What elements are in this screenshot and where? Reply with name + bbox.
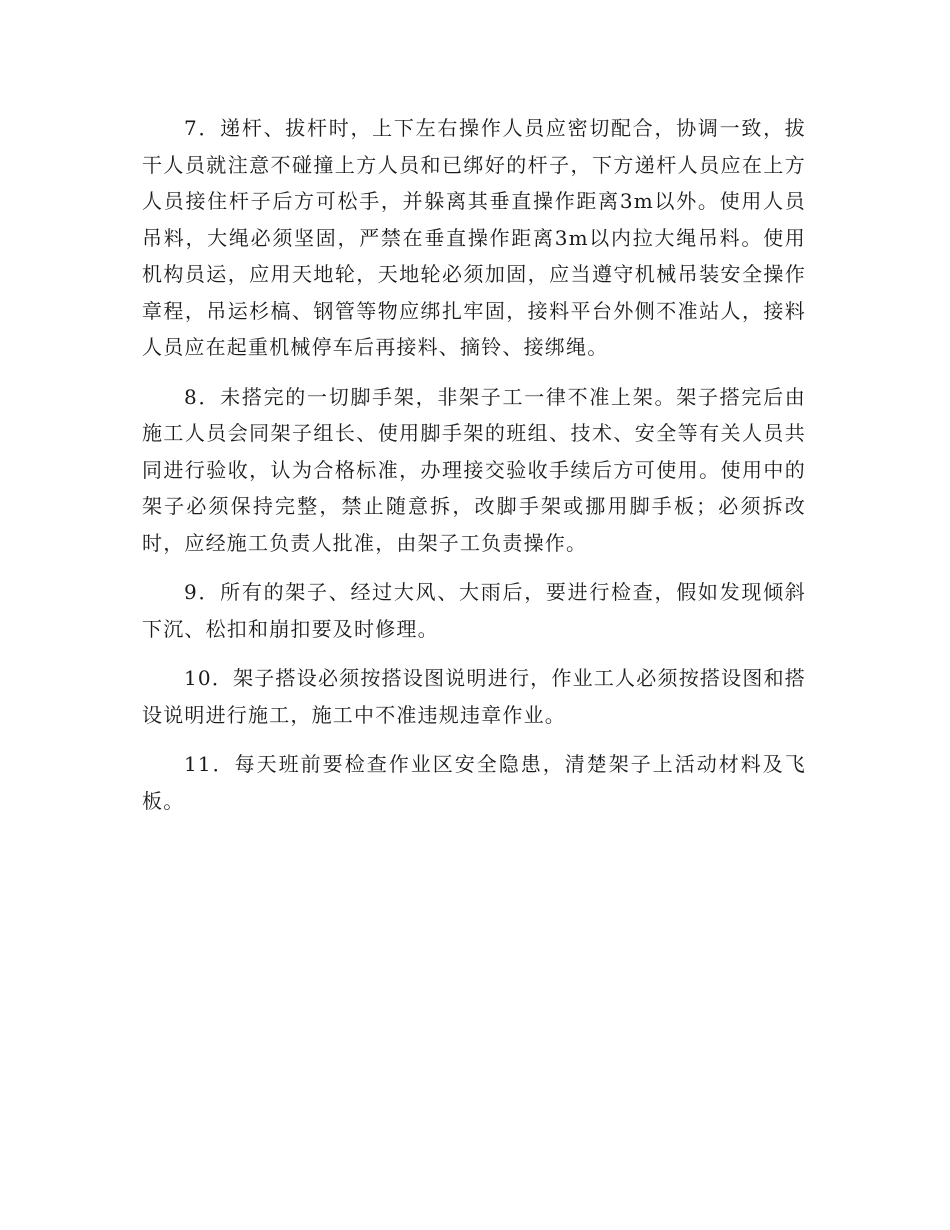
paragraph-item-7: 7．递杆、拔杆时，上下左右操作人员应密切配合，协调一致，拔干人员就注意不碰撞上方人员和已绑好的杆子，下方递杆人员应在上方人员接住杆子后方可松手，并躲离其垂直操作距离3m以外。使用人员吊料，大绳必须坚固，严禁在垂直操作距离3m以内拉大绳吊料。使用机构员运，应用天地轮，天地轮必须加固，应当遵守机械吊装安全操作章程，吊运杉槁、钢管等物应绑扎牢固，接料平台外侧不准站人，接料人员应在起重机械停车后再接料、摘铃、接绑绳。 [142,116,806,359]
paragraph-item-11: 11．每天班前要检查作业区安全隐患，清楚架子上活动材料及飞板。 [142,752,806,813]
paragraph-item-10: 10．架子搭设必须按搭设图说明进行，作业工人必须按搭设图和搭设说明进行施工，施工中不准违规违章作业。 [142,666,806,727]
paragraph-item-8: 8．未搭完的一切脚手架，非架子工一律不准上架。架子搭完后由施工人员会同架子组长、使用脚手架的班组、技术、安全等有关人员共同进行验收，认为合格标准，办理接交验收手续后方可使用。使用中的架子必须保持完整，禁止随意拆，改脚手架或挪用脚手板；必须拆改时，应经施工负责人批准，由架子工负责操作。 [142,384,806,555]
document-body [142,110,806,832]
paragraph-item-9: 9．所有的架子、经过大风、大雨后，要进行检查，假如发现倾斜下沉、松扣和崩扣要及时修理。 [142,580,806,641]
